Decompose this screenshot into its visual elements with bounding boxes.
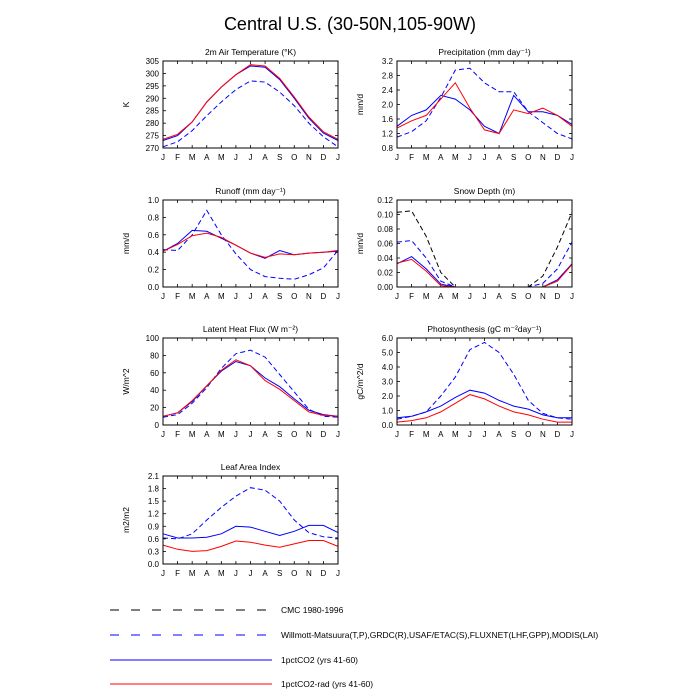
x-tick-label: J	[336, 569, 340, 578]
x-tick-label: N	[539, 153, 546, 162]
x-tick-label: J	[248, 292, 253, 301]
y-axis-label: mm/d	[121, 232, 131, 255]
legend-label: Willmott-Matsuura(T,P),GRDC(R),USAF/ETAC(S),FLUXNET(LHF,GPP),MODIS(LAI)	[281, 630, 599, 640]
panel-title: Latent Heat Flux (W m⁻²)	[202, 324, 299, 334]
y-tick-label: 80	[150, 351, 159, 361]
figure-title: Central U.S. (30-50N,105-90W)	[223, 14, 477, 34]
x-tick-label: J	[336, 292, 340, 301]
x-tick-label: N	[539, 430, 546, 439]
x-tick-label: M	[217, 569, 225, 578]
series-line	[163, 81, 338, 147]
x-tick-label: J	[482, 153, 487, 162]
x-tick-label: M	[422, 430, 430, 439]
x-tick-label: S	[510, 430, 517, 439]
x-tick-label: M	[217, 430, 225, 439]
y-axis-label: mm/d	[355, 93, 365, 116]
y-tick-label: 1.2	[147, 509, 159, 519]
series-line	[163, 360, 338, 417]
y-tick-label: 2.0	[381, 392, 393, 401]
y-tick-label: 3.0	[381, 377, 393, 387]
y-tick-label: 0	[154, 421, 159, 430]
x-tick-label: M	[188, 292, 196, 301]
x-tick-label: A	[496, 430, 502, 439]
x-tick-label: J	[570, 430, 574, 439]
y-tick-label: 0.06	[377, 239, 393, 249]
series-line	[163, 362, 338, 417]
x-tick-label: O	[291, 430, 298, 439]
x-tick-label: A	[438, 153, 444, 162]
series-line	[397, 259, 572, 287]
x-tick-label: F	[175, 153, 181, 162]
series-line	[397, 68, 572, 139]
x-tick-label: O	[291, 153, 298, 162]
y-tick-label: 4.0	[381, 363, 393, 372]
x-tick-label: J	[467, 430, 472, 439]
x-tick-label: J	[233, 569, 238, 578]
x-tick-label: M	[451, 153, 459, 162]
x-tick-label: J	[467, 292, 472, 301]
chart-panel	[355, 186, 574, 301]
y-tick-label: 275	[145, 131, 159, 141]
series-line	[163, 65, 338, 140]
x-tick-label: J	[570, 153, 574, 162]
x-tick-label: J	[161, 292, 165, 301]
y-tick-label: 40	[150, 386, 159, 396]
y-tick-label: 285	[145, 106, 159, 116]
x-tick-label: D	[320, 292, 327, 301]
x-tick-label: D	[554, 430, 561, 439]
chart-panel	[355, 324, 574, 439]
panel-title: Snow Depth (m)	[453, 186, 516, 196]
y-tick-label: 305	[145, 57, 159, 66]
y-tick-label: 0.2	[147, 265, 159, 275]
x-tick-label: J	[248, 153, 253, 162]
x-tick-label: J	[395, 292, 399, 301]
y-tick-label: 295	[145, 81, 159, 91]
y-tick-label: 0.0	[381, 421, 393, 430]
x-tick-label: J	[482, 292, 487, 301]
legend-item	[110, 679, 373, 689]
x-tick-label: S	[276, 430, 283, 439]
y-tick-label: 290	[145, 94, 159, 104]
x-tick-label: A	[262, 292, 268, 301]
series-line	[163, 525, 338, 538]
y-tick-label: 0.4	[147, 248, 159, 258]
y-tick-label: 0.12	[377, 196, 393, 205]
y-tick-label: 2.1	[147, 472, 159, 481]
legend-label: 1pctCO2-rad (yrs 41-60)	[281, 679, 374, 689]
y-tick-label: 0.0	[147, 560, 159, 569]
chart-panel	[121, 462, 340, 578]
x-tick-label: N	[305, 153, 312, 162]
x-tick-label: M	[188, 569, 196, 578]
x-tick-label: A	[204, 292, 210, 301]
series-line	[163, 233, 338, 257]
series-line	[397, 241, 572, 287]
panel-title: 2m Air Temperature (°K)	[204, 47, 297, 57]
panel-title: Runoff (mm day⁻¹)	[215, 186, 286, 196]
y-tick-label: 0.8	[147, 213, 159, 223]
x-tick-label: S	[510, 292, 517, 301]
x-tick-label: M	[451, 430, 459, 439]
x-tick-label: M	[422, 292, 430, 301]
y-axis-label: m2/m2	[121, 507, 131, 533]
x-tick-label: J	[395, 153, 399, 162]
y-tick-label: 3.2	[381, 57, 393, 66]
x-tick-label: D	[320, 569, 327, 578]
x-tick-label: J	[336, 153, 340, 162]
y-tick-label: 100	[145, 334, 159, 343]
y-axis-label: W/m^2	[121, 368, 131, 395]
x-tick-label: J	[395, 430, 399, 439]
chart-panel	[355, 47, 574, 162]
y-tick-label: 0.02	[377, 268, 393, 278]
x-tick-label: J	[248, 569, 253, 578]
y-axis-label: gC/m^2/d	[355, 363, 365, 400]
x-tick-label: J	[482, 430, 487, 439]
legend-item	[110, 630, 598, 640]
x-tick-label: O	[291, 292, 298, 301]
series-line	[397, 395, 572, 423]
y-tick-label: 1.0	[147, 196, 159, 205]
plot-frame	[397, 338, 572, 425]
panel-title: Leaf Area Index	[220, 462, 281, 472]
y-axis-label: K	[121, 101, 131, 108]
x-tick-label: F	[175, 569, 181, 578]
y-tick-label: 2.4	[381, 86, 393, 95]
plot-frame	[397, 200, 572, 287]
series-line	[163, 230, 338, 258]
x-tick-label: S	[510, 153, 517, 162]
series-line	[397, 211, 572, 287]
x-tick-label: M	[217, 153, 225, 162]
plot-frame	[163, 338, 338, 425]
x-tick-label: N	[305, 430, 312, 439]
x-tick-label: O	[291, 569, 298, 578]
y-tick-label: 0.9	[147, 522, 159, 532]
y-tick-label: 1.0	[381, 406, 393, 416]
y-tick-label: 1.2	[381, 129, 393, 139]
chart-panel	[121, 186, 340, 301]
x-tick-label: D	[320, 153, 327, 162]
y-tick-label: 0.3	[147, 547, 159, 557]
x-tick-label: J	[161, 153, 165, 162]
series-line	[397, 342, 572, 419]
x-tick-label: N	[539, 292, 546, 301]
legend	[110, 605, 598, 689]
x-tick-label: N	[305, 292, 312, 301]
y-tick-label: 60	[150, 368, 159, 378]
series-line	[397, 390, 572, 418]
x-tick-label: F	[409, 292, 415, 301]
x-tick-label: A	[496, 292, 502, 301]
x-tick-label: M	[422, 153, 430, 162]
x-tick-label: M	[451, 292, 459, 301]
plot-frame	[163, 61, 338, 148]
series-line	[163, 488, 338, 539]
y-tick-label: 0.04	[377, 254, 393, 263]
series-line	[163, 210, 338, 279]
y-tick-label: 1.5	[147, 497, 159, 507]
x-tick-label: N	[305, 569, 312, 578]
x-tick-label: J	[233, 430, 238, 439]
x-tick-label: S	[276, 153, 283, 162]
y-tick-label: 6.0	[381, 334, 393, 343]
panel-title: Precipitation (mm day⁻¹)	[438, 47, 531, 57]
x-tick-label: D	[554, 292, 561, 301]
x-tick-label: A	[204, 569, 210, 578]
plot-frame	[397, 61, 572, 148]
x-tick-label: J	[161, 430, 165, 439]
x-tick-label: S	[276, 292, 283, 301]
x-tick-label: A	[204, 430, 210, 439]
series-line	[163, 66, 338, 141]
y-tick-label: 1.8	[147, 484, 159, 494]
y-tick-label: 5.0	[381, 348, 393, 358]
x-tick-label: F	[409, 430, 415, 439]
y-axis-label: mm/d	[355, 232, 365, 255]
x-tick-label: O	[525, 292, 532, 301]
y-tick-label: 0.6	[147, 534, 159, 544]
y-tick-label: 0.6	[147, 230, 159, 240]
x-tick-label: J	[336, 430, 340, 439]
series-line	[163, 350, 338, 417]
chart-panel	[121, 47, 340, 162]
x-tick-label: O	[525, 153, 532, 162]
series-line	[397, 257, 572, 287]
x-tick-label: A	[496, 153, 502, 162]
x-tick-label: S	[276, 569, 283, 578]
x-tick-label: J	[570, 292, 574, 301]
x-tick-label: F	[175, 430, 181, 439]
y-tick-label: 20	[150, 403, 159, 413]
y-tick-label: 300	[145, 69, 159, 79]
x-tick-label: D	[320, 430, 327, 439]
x-tick-label: J	[161, 569, 165, 578]
y-tick-label: 2.8	[381, 71, 393, 81]
x-tick-label: M	[188, 153, 196, 162]
x-tick-label: J	[248, 430, 253, 439]
x-tick-label: J	[233, 292, 238, 301]
chart-panel	[121, 324, 340, 439]
y-tick-label: 0.8	[381, 144, 393, 153]
y-tick-label: 2.0	[381, 100, 393, 110]
y-tick-label: 0.0	[147, 283, 159, 292]
x-tick-label: F	[175, 292, 181, 301]
legend-item	[110, 655, 358, 665]
x-tick-label: M	[188, 430, 196, 439]
x-tick-label: D	[554, 153, 561, 162]
series-line	[163, 541, 338, 552]
x-tick-label: A	[262, 153, 268, 162]
x-tick-label: A	[204, 153, 210, 162]
x-tick-label: A	[438, 430, 444, 439]
x-tick-label: A	[262, 569, 268, 578]
y-tick-label: 270	[145, 144, 159, 153]
y-tick-label: 0.08	[377, 225, 393, 234]
legend-label: 1pctCO2 (yrs 41-60)	[281, 655, 358, 665]
chart-panels	[121, 47, 574, 578]
legend-label: CMC 1980-1996	[281, 605, 344, 615]
panel-title: Photosynthesis (gC m⁻²day⁻¹)	[427, 324, 542, 334]
y-tick-label: 280	[145, 119, 159, 129]
x-tick-label: O	[525, 430, 532, 439]
x-tick-label: A	[262, 430, 268, 439]
x-tick-label: J	[467, 153, 472, 162]
x-tick-label: M	[217, 292, 225, 301]
y-tick-label: 0.10	[377, 210, 393, 220]
legend-item	[110, 605, 344, 615]
x-tick-label: A	[438, 292, 444, 301]
x-tick-label: F	[409, 153, 415, 162]
series-line	[397, 95, 572, 133]
x-tick-label: J	[233, 153, 238, 162]
y-tick-label: 1.6	[381, 115, 393, 124]
y-tick-label: 0.00	[377, 283, 393, 292]
